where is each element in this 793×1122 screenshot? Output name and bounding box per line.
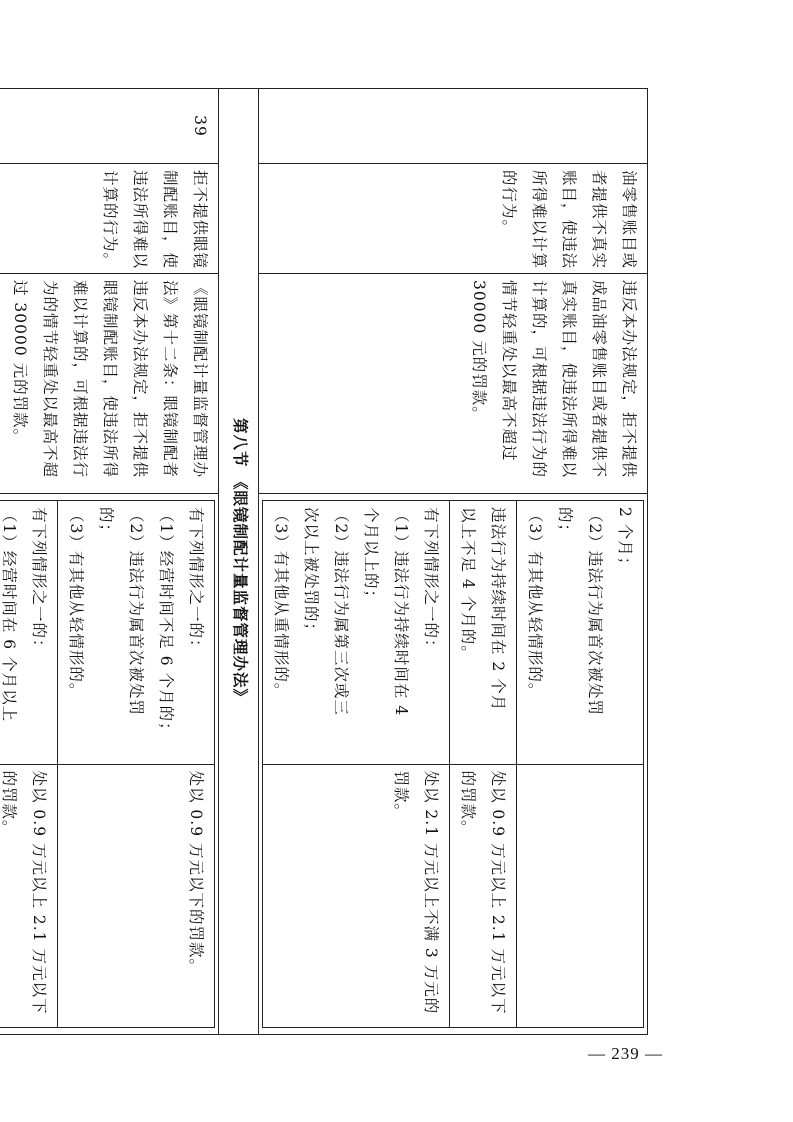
text-line: 处以 0.9 万元以上 2.1 万元以下 [489,770,507,1015]
text-line: 过 30000 元的罚款。 [11,280,29,446]
text-line: （1）违法行为持续时间在 4 [392,507,410,717]
text-line: 个月以上的； [362,507,380,607]
table-row [450,501,517,1028]
row1-penalty-heavy [263,764,450,1028]
text-line: 难以计算的，可根据违法行 [71,280,89,479]
row1-circumstances-penalties [259,494,648,1035]
table-row [0,89,219,1035]
text-line: 处以 0.9 万元以下的罚款。 [187,770,205,976]
text-line: 账目，使违法 [560,170,578,270]
text-line: （2）违法行为属首次被处罚 [127,507,145,716]
text-line: 有下列情形之一的： [187,507,205,656]
table-row [58,501,215,1028]
text-line: 成品油零售账目或者提供不 [590,280,608,479]
table-row [263,501,450,1028]
row2-behavior [0,164,219,274]
text-line: 为的情节轻重处以最高不超 [41,280,59,479]
text-line: 的罚款。 [459,770,477,837]
text-line: 2 个月； [616,507,634,574]
row1-penalty-normal [450,764,517,1028]
text-line: 法》第十二条：眼镜制配者 [161,280,179,479]
text-line: 油零售账目或 [620,170,638,270]
row1-circumstance-light [517,501,644,765]
text-line: 有下列情形之一的： [422,507,440,656]
text-line: （1）经营时间在 6 个月以上 [0,507,18,723]
text-line: 真实账目，使违法所得难以 [560,280,578,479]
text-line: 的； [556,507,574,541]
text-line: （1）经营时间不足 6 个月的； [157,507,175,739]
text-line: 计算的，可根据违法行为的 [530,280,548,479]
section-title: 第八节 《眼镜制配计量监督管理办法》 [219,89,259,1035]
text-line: 眼镜制配账目，使违法所得 [101,280,119,479]
text-line: 计算的行为。 [101,170,119,270]
text-line: 所得难以计算 [530,170,548,270]
row2-circumstances-penalties [0,494,219,1035]
text-line: 罚款。 [392,770,410,821]
text-line: （3）有其他从轻情形的。 [67,507,85,700]
row2-legal-basis [0,274,219,494]
text-line: 情节轻重处以最高不超过 [500,280,518,462]
penalty-table-rotated [0,88,648,1034]
text-line: 处以 0.9 万元以上 2.1 万元以下 [30,770,48,1015]
text-line: 的罚款。 [0,770,18,837]
text-line: 的； [97,507,115,541]
text-line: （3）有其他从重情形的。 [272,507,290,700]
text-line: 制配账目，使 [161,170,179,270]
row1-circumstance-heavy [263,501,450,765]
page-number: — 239 — [588,1044,663,1063]
row2-penalty-light [58,764,215,1028]
table-row [0,501,58,1028]
text-line: （3）有其他从轻情形的。 [526,507,544,700]
text-line: 违法所得难以 [131,170,149,270]
text-line: 《眼镜制配计量监督管理办 [191,280,209,479]
text-line: 以上不足 4 个月的。 [459,507,477,662]
row2-number: 39 [0,89,219,164]
row1-penalty-light [517,764,644,1028]
penalty-table [0,88,648,1035]
table-row [219,89,259,1035]
table-row [517,501,644,1028]
text-line: 者提供不真实 [590,170,608,270]
text-line: 的行为。 [500,170,518,237]
text-line: 30000 元的罚款。 [470,280,488,423]
text-line: 处以 2.1 万元以上不满 3 万元的 [422,770,440,1015]
row2-circumstance-light [58,501,215,765]
text-line: 违法行为持续时间在 2 个月 [489,507,507,712]
row1-number [259,89,648,164]
row1-inner-table [262,500,644,1028]
text-line: 有下列情形之一的： [30,507,48,656]
row2-penalty-normal [0,764,58,1028]
rotated-table-area [0,88,648,1034]
row1-legal-basis [259,274,648,494]
row2-inner-table [0,500,215,1028]
table-row [259,89,648,1035]
row1-circumstance-normal [450,501,517,765]
text-line: （2）违法行为属第三次或三 [332,507,350,716]
text-line: 违反本办法规定，拒不提供 [131,280,149,479]
row1-behavior [259,164,648,274]
text-line: （2）违法行为属首次被处罚 [586,507,604,716]
text-line: 拒不提供眼镜 [191,170,209,270]
row2-circumstance-normal [0,501,58,765]
text-line: 次以上被处罚的； [302,507,320,640]
text-line: 违反本办法规定，拒不提供 [620,280,638,479]
